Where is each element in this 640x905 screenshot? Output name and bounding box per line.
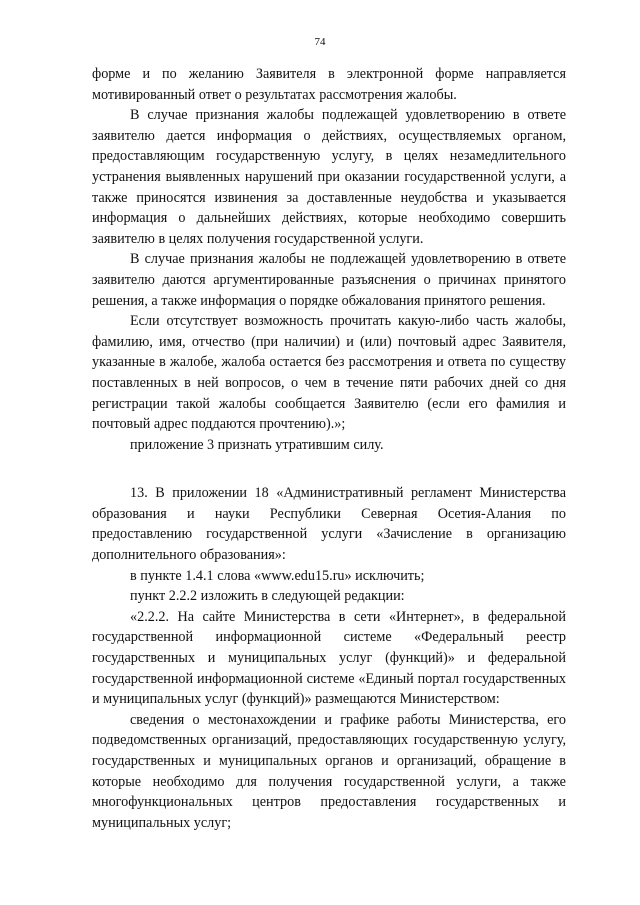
- paragraph: форме и по желанию Заявителя в электронной форме направляется мотивированный ответ о результатах рассмотрения жалобы.: [92, 66, 566, 103]
- paragraph: 13. В приложении 18 «Административный регламент Министерства образования и науки Республики Северная Осетия-Алания по предоставлению государственной услуги «Зачисление в организацию дополнительного образования»:: [92, 485, 566, 564]
- paragraph: «2.2.2. На сайте Министерства в сети «Интернет», в федеральной государственной информационной системе «Федеральный реестр государственных и муниципальных услуг (функций)» и федеральной государственной информационной системе «Единый портал государственных и муниципальных услуг (функций)» размещаются Министерством:: [92, 608, 566, 708]
- paragraph: пункт 2.2.2 изложить в следующей редакции:: [130, 588, 405, 605]
- paragraph: Если отсутствует возможность прочитать какую-либо часть жалобы, фамилию, имя, отчество (при наличии) и (или) почтовый адрес Заявителя, указанные в жалобе, жалоба остается без рассмотрения и ответа по существу поставленных в ней вопросов, о чем в течение пяти рабочих дней со дня регистрации такой жалобы сообщается Заявителю (если его фамилия и почтовый адрес поддаются прочтению).»;: [92, 313, 566, 433]
- paragraph: в пункте 1.4.1 слова «www.edu15.ru» исключить;: [130, 567, 425, 584]
- paragraph: В случае признания жалобы подлежащей удовлетворению в ответе заявителю дается информация о действиях, осуществляемых органом, предоставляющим государственную услугу, в целях незамедлительного устранения выявленных нарушений при оказании государственной услуги, а также приносятся извинения за доставленные неудобства и указывается информация о дальнейших действиях, которые необходимо совершить заявителю в целях получения государственной услуги.: [92, 107, 566, 247]
- paragraph: сведения о местонахождении и графике работы Министерства, его подведомственных организаций, предоставляющих государственную услугу, государственных и муниципальных органов и организаций, обращение в которые необходимо для получения государственной услуги, а также многофункциональных центров предоставления государственных и муниципальных услуг;: [92, 711, 566, 831]
- paragraph: В случае признания жалобы не подлежащей удовлетворению в ответе заявителю даются аргументированные разъяснения о причинах принятого решения, а также информация о порядке обжалования принятого решения.: [92, 251, 566, 309]
- section-spacer: [92, 455, 566, 483]
- paragraph: приложение 3 признать утратившим силу.: [130, 436, 384, 453]
- paragraph-group-top: [92, 64, 566, 455]
- document-body: [92, 64, 566, 833]
- paragraph-group-bottom: [92, 483, 566, 833]
- page-number: 74: [314, 36, 326, 48]
